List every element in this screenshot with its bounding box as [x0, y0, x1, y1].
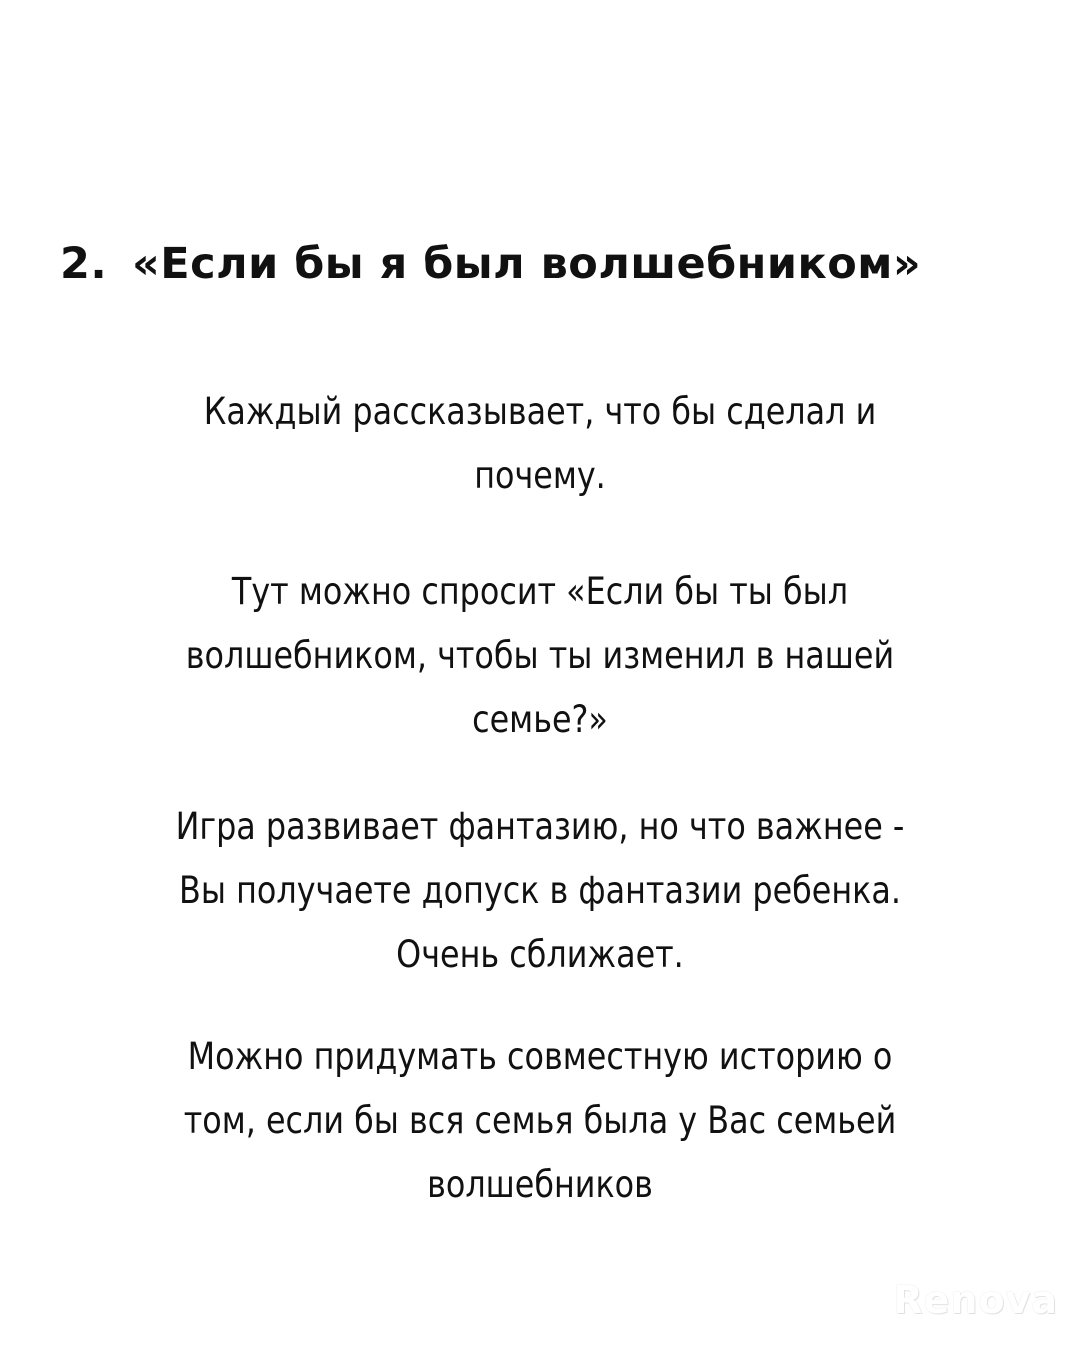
paragraph-1: Каждый рассказывает, что бы сделал и почему.: [203, 390, 877, 497]
section-title: «Если бы я был волшебником»: [132, 239, 922, 289]
section-heading: [60, 232, 1040, 296]
paragraph-4: Можно придумать совместную историю о том, если бы вся семья была у Вас семьей волшебников: [183, 1035, 897, 1206]
watermark: Renova: [893, 1278, 1058, 1322]
paragraph-2: Тут можно спросит «Если бы ты был волшебником, чтобы ты изменил в нашей семье?»: [185, 570, 895, 741]
section-number: 2.: [60, 239, 108, 289]
paragraph-3: Игра развивает фантазию, но что важнее - Вы получаете допуск в фантазии ребенка. Очень сближает.: [175, 805, 905, 976]
